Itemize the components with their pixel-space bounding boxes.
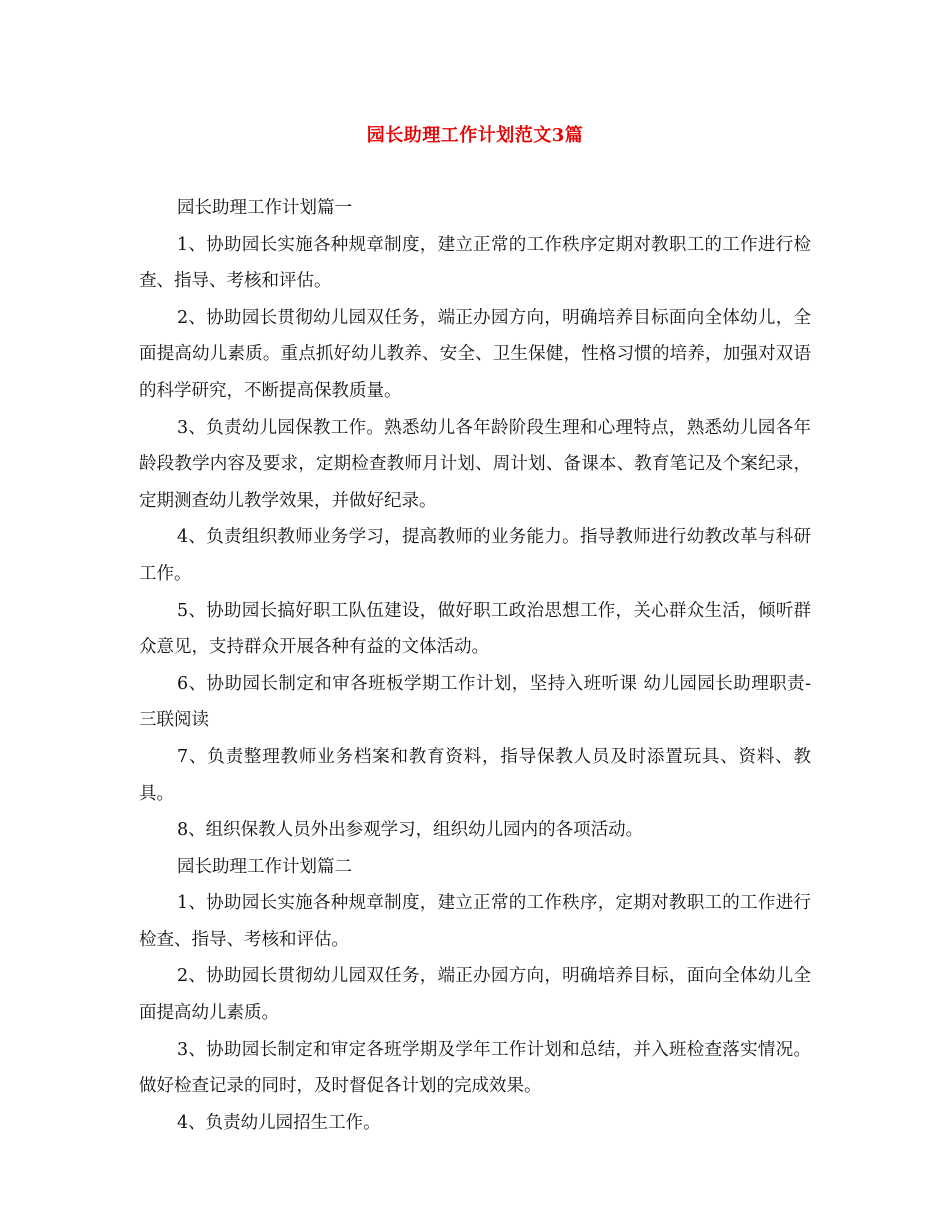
paragraph: 3、负责幼儿园保教工作。熟悉幼儿各年龄阶段生理和心理特点，熟悉幼儿园各年龄段教学内容及要求，定期检查教师月计划、周计划、备课本、教育笔记及个案纪录，定期测查幼儿教学效果，并做好纪录。 — [139, 417, 811, 511]
document-body — [139, 190, 811, 1141]
paragraph: 8、组织保教人员外出参观学习，组织幼儿园内的各项活动。 — [177, 820, 644, 841]
paragraph: 6、协助园长制定和审各班板学期工作计划，坚持入班听课 幼儿园园长助理职责-三联阅读 — [139, 673, 811, 731]
paragraph: 2、协助园长贯彻幼儿园双任务，端正办园方向，明确培养目标，面向全体幼儿全面提高幼儿素质。 — [139, 966, 811, 1024]
paragraph: 7、负责整理教师业务档案和教育资料，指导保教人员及时添置玩具、资料、教具。 — [139, 746, 811, 804]
paragraph: 1、协助园长实施各种规章制度，建立正常的工作秩序定期对教职工的工作进行检查、指导、考核和评估。 — [139, 234, 811, 292]
paragraph: 3、协助园长制定和审定各班学期及学年工作计划和总结，并入班检查落实情况。做好检查记录的同时，及时督促各计划的完成效果。 — [139, 1039, 811, 1097]
paragraph: 1、协助园长实施各种规章制度，建立正常的工作秩序，定期对教职工的工作进行检查、指导、考核和评估。 — [139, 893, 811, 950]
paragraph: 5、协助园长搞好职工队伍建设，做好职工政治思想工作，关心群众生活，倾听群众意见，支持群众开展各种有益的文体活动。 — [139, 600, 811, 658]
section-heading: 园长助理工作计划篇二 — [177, 856, 352, 877]
paragraph: 4、负责组织教师业务学习，提高教师的业务能力。指导教师进行幼教改革与科研工作。 — [139, 527, 811, 584]
document-title: 园长助理工作计划范文3篇 — [366, 125, 584, 146]
paragraph: 2、协助园长贯彻幼儿园双任务，端正办园方向，明确培养目标面向全体幼儿，全面提高幼儿素质。重点抓好幼儿教养、安全、卫生保健，性格习惯的培养，加强对双语的科学研究，不断提高保教质量。 — [139, 307, 811, 401]
section-heading: 园长助理工作计划篇一 — [177, 198, 352, 218]
paragraph: 4、负责幼儿园招生工作。 — [177, 1112, 381, 1133]
